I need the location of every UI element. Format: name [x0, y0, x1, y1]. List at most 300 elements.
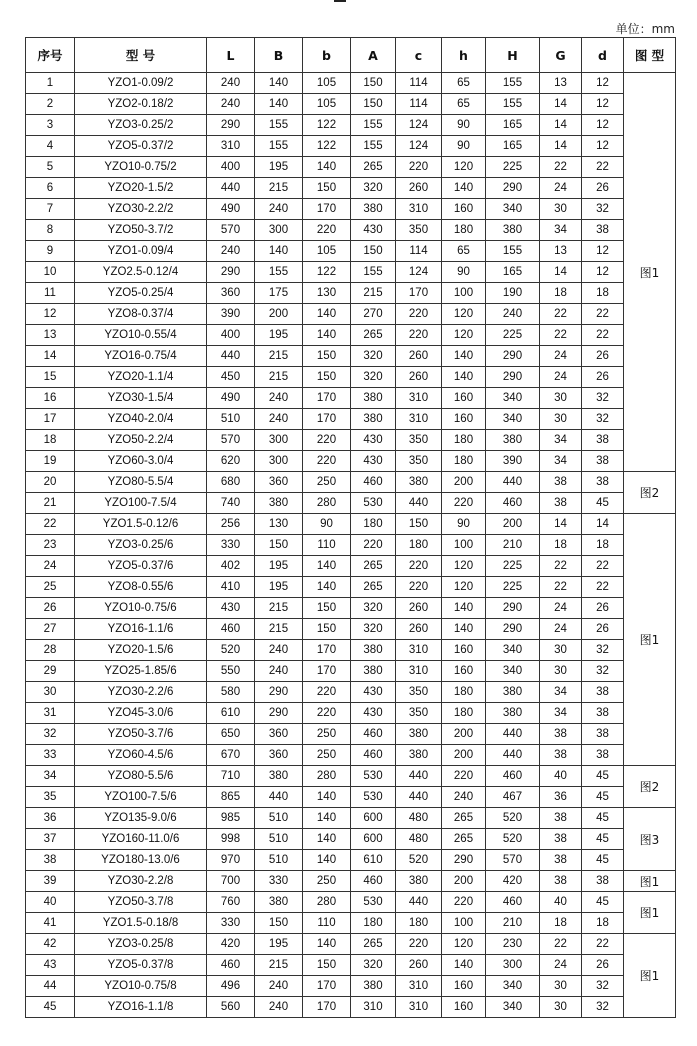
cell-G: 14 — [540, 136, 582, 157]
cell-c: 180 — [396, 913, 442, 934]
cell-G: 40 — [540, 766, 582, 787]
cell-A: 430 — [351, 220, 396, 241]
cell-H: 467 — [486, 787, 540, 808]
cell-c: 220 — [396, 577, 442, 598]
cell-b: 140 — [303, 850, 351, 871]
cell-A: 150 — [351, 94, 396, 115]
cell-c: 150 — [396, 514, 442, 535]
cell-G: 38 — [540, 829, 582, 850]
cell-index: 44 — [26, 976, 75, 997]
cell-A: 320 — [351, 178, 396, 199]
cell-b: 150 — [303, 598, 351, 619]
cell-model: YZO3-0.25/8 — [75, 934, 207, 955]
cell-index: 32 — [26, 724, 75, 745]
cell-b: 150 — [303, 955, 351, 976]
cell-h: 265 — [442, 808, 486, 829]
cell-b: 280 — [303, 493, 351, 514]
cell-H: 300 — [486, 955, 540, 976]
cell-d: 22 — [582, 577, 624, 598]
cell-d: 45 — [582, 787, 624, 808]
cell-c: 114 — [396, 241, 442, 262]
cell-h: 140 — [442, 178, 486, 199]
cell-d: 45 — [582, 829, 624, 850]
cell-L: 650 — [207, 724, 255, 745]
cell-c: 520 — [396, 850, 442, 871]
cell-d: 22 — [582, 325, 624, 346]
cell-b: 280 — [303, 766, 351, 787]
cell-L: 760 — [207, 892, 255, 913]
cell-G: 38 — [540, 472, 582, 493]
cell-B: 140 — [255, 241, 303, 262]
cell-model: YZO8-0.55/6 — [75, 577, 207, 598]
cell-L: 240 — [207, 241, 255, 262]
cell-B: 300 — [255, 451, 303, 472]
table-row — [26, 997, 676, 1018]
cell-A: 530 — [351, 892, 396, 913]
cell-d: 26 — [582, 955, 624, 976]
cell-H: 340 — [486, 199, 540, 220]
cell-b: 130 — [303, 283, 351, 304]
cell-G: 30 — [540, 997, 582, 1018]
cell-b: 140 — [303, 808, 351, 829]
cell-d: 45 — [582, 892, 624, 913]
cell-index: 5 — [26, 157, 75, 178]
cell-b: 150 — [303, 178, 351, 199]
cell-b: 250 — [303, 472, 351, 493]
cell-A: 320 — [351, 955, 396, 976]
cell-L: 550 — [207, 661, 255, 682]
cell-A: 610 — [351, 850, 396, 871]
cell-d: 12 — [582, 73, 624, 94]
cell-G: 22 — [540, 577, 582, 598]
header-model: 型 号 — [75, 38, 207, 73]
table-row — [26, 220, 676, 241]
cell-B: 215 — [255, 955, 303, 976]
table-row — [26, 892, 676, 913]
cell-h: 180 — [442, 430, 486, 451]
cell-index: 33 — [26, 745, 75, 766]
cell-b: 105 — [303, 73, 351, 94]
cell-L: 740 — [207, 493, 255, 514]
cell-H: 165 — [486, 262, 540, 283]
cell-model: YZO10-0.75/8 — [75, 976, 207, 997]
cell-G: 36 — [540, 787, 582, 808]
cell-c: 480 — [396, 829, 442, 850]
cell-b: 90 — [303, 514, 351, 535]
cell-B: 380 — [255, 493, 303, 514]
cell-G: 38 — [540, 724, 582, 745]
cell-b: 150 — [303, 346, 351, 367]
cell-c: 260 — [396, 955, 442, 976]
cell-A: 180 — [351, 514, 396, 535]
cell-d: 38 — [582, 472, 624, 493]
cell-G: 30 — [540, 640, 582, 661]
cell-c: 310 — [396, 388, 442, 409]
table-row — [26, 73, 676, 94]
cell-B: 195 — [255, 556, 303, 577]
cell-L: 420 — [207, 934, 255, 955]
cell-G: 34 — [540, 220, 582, 241]
cell-G: 18 — [540, 535, 582, 556]
cell-L: 240 — [207, 73, 255, 94]
cell-index: 16 — [26, 388, 75, 409]
spec-table — [25, 37, 676, 1018]
cell-L: 985 — [207, 808, 255, 829]
cell-h: 65 — [442, 73, 486, 94]
cell-L: 400 — [207, 157, 255, 178]
cell-d: 45 — [582, 766, 624, 787]
cell-c: 380 — [396, 724, 442, 745]
cell-B: 380 — [255, 766, 303, 787]
cell-d: 38 — [582, 430, 624, 451]
header-figure: 图 型 — [624, 38, 676, 73]
cell-d: 45 — [582, 850, 624, 871]
cell-A: 265 — [351, 556, 396, 577]
cell-model: YZO8-0.37/4 — [75, 304, 207, 325]
cell-c: 310 — [396, 997, 442, 1018]
cell-index: 25 — [26, 577, 75, 598]
cell-d: 26 — [582, 598, 624, 619]
header-d: d — [582, 38, 624, 73]
cell-L: 390 — [207, 304, 255, 325]
cell-B: 240 — [255, 388, 303, 409]
cell-d: 32 — [582, 409, 624, 430]
cell-index: 6 — [26, 178, 75, 199]
cell-B: 290 — [255, 682, 303, 703]
cell-G: 18 — [540, 913, 582, 934]
cell-index: 12 — [26, 304, 75, 325]
cell-b: 140 — [303, 157, 351, 178]
table-row — [26, 808, 676, 829]
cell-H: 440 — [486, 745, 540, 766]
cell-index: 29 — [26, 661, 75, 682]
cell-A: 310 — [351, 997, 396, 1018]
cell-G: 30 — [540, 661, 582, 682]
cell-B: 150 — [255, 535, 303, 556]
cell-b: 140 — [303, 787, 351, 808]
cell-b: 170 — [303, 997, 351, 1018]
table-row — [26, 577, 676, 598]
table-row — [26, 157, 676, 178]
table-row — [26, 829, 676, 850]
cell-index: 38 — [26, 850, 75, 871]
cell-H: 165 — [486, 136, 540, 157]
cell-A: 215 — [351, 283, 396, 304]
table-row — [26, 787, 676, 808]
cell-H: 380 — [486, 703, 540, 724]
cell-index: 20 — [26, 472, 75, 493]
cell-index: 31 — [26, 703, 75, 724]
cell-c: 440 — [396, 766, 442, 787]
cell-index: 28 — [26, 640, 75, 661]
table-row — [26, 745, 676, 766]
cell-model: YZO135-9.0/6 — [75, 808, 207, 829]
cell-d: 12 — [582, 241, 624, 262]
cell-c: 260 — [396, 619, 442, 640]
cell-H: 210 — [486, 535, 540, 556]
cell-b: 105 — [303, 94, 351, 115]
cell-G: 34 — [540, 451, 582, 472]
cell-figure: 图1 — [624, 73, 676, 472]
cell-H: 200 — [486, 514, 540, 535]
cell-H: 380 — [486, 220, 540, 241]
cell-c: 124 — [396, 136, 442, 157]
cell-A: 600 — [351, 808, 396, 829]
cell-h: 90 — [442, 115, 486, 136]
cell-H: 380 — [486, 430, 540, 451]
header-h: h — [442, 38, 486, 73]
cell-L: 460 — [207, 955, 255, 976]
cell-model: YZO30-2.2/6 — [75, 682, 207, 703]
cell-d: 12 — [582, 115, 624, 136]
table-row — [26, 661, 676, 682]
cell-A: 150 — [351, 241, 396, 262]
table-row — [26, 325, 676, 346]
cell-d: 32 — [582, 976, 624, 997]
cell-d: 26 — [582, 367, 624, 388]
cell-H: 570 — [486, 850, 540, 871]
cell-B: 215 — [255, 178, 303, 199]
cell-b: 280 — [303, 892, 351, 913]
cell-model: YZO60-3.0/4 — [75, 451, 207, 472]
cell-index: 39 — [26, 871, 75, 892]
cell-c: 440 — [396, 787, 442, 808]
cell-index: 21 — [26, 493, 75, 514]
table-row — [26, 955, 676, 976]
cell-H: 240 — [486, 304, 540, 325]
cell-c: 350 — [396, 451, 442, 472]
cell-G: 13 — [540, 241, 582, 262]
cell-h: 180 — [442, 220, 486, 241]
table-row — [26, 115, 676, 136]
cell-H: 225 — [486, 556, 540, 577]
cell-L: 330 — [207, 913, 255, 934]
cell-h: 180 — [442, 451, 486, 472]
cell-H: 440 — [486, 472, 540, 493]
cell-model: YZO50-3.7/2 — [75, 220, 207, 241]
cell-model: YZO100-7.5/4 — [75, 493, 207, 514]
cell-h: 200 — [442, 472, 486, 493]
cell-b: 110 — [303, 535, 351, 556]
table-row — [26, 619, 676, 640]
cell-b: 220 — [303, 451, 351, 472]
cell-B: 150 — [255, 913, 303, 934]
cell-b: 170 — [303, 976, 351, 997]
cell-b: 140 — [303, 829, 351, 850]
cell-G: 30 — [540, 976, 582, 997]
cell-A: 155 — [351, 136, 396, 157]
cell-A: 380 — [351, 661, 396, 682]
cell-H: 340 — [486, 997, 540, 1018]
cell-A: 460 — [351, 724, 396, 745]
cell-H: 290 — [486, 346, 540, 367]
cell-index: 36 — [26, 808, 75, 829]
cell-b: 250 — [303, 724, 351, 745]
cell-G: 34 — [540, 703, 582, 724]
table-row — [26, 346, 676, 367]
cell-model: YZO80-5.5/4 — [75, 472, 207, 493]
cell-A: 530 — [351, 787, 396, 808]
cell-B: 360 — [255, 724, 303, 745]
cell-L: 520 — [207, 640, 255, 661]
cell-B: 380 — [255, 892, 303, 913]
cell-H: 420 — [486, 871, 540, 892]
cell-b: 170 — [303, 388, 351, 409]
cell-figure: 图2 — [624, 766, 676, 808]
cell-L: 440 — [207, 178, 255, 199]
cell-figure: 图1 — [624, 892, 676, 934]
cell-G: 24 — [540, 178, 582, 199]
cell-L: 490 — [207, 388, 255, 409]
cell-G: 22 — [540, 934, 582, 955]
cell-A: 265 — [351, 325, 396, 346]
table-row — [26, 178, 676, 199]
cell-B: 215 — [255, 619, 303, 640]
cell-H: 290 — [486, 367, 540, 388]
cell-index: 22 — [26, 514, 75, 535]
cell-L: 290 — [207, 115, 255, 136]
cell-h: 90 — [442, 136, 486, 157]
cell-B: 240 — [255, 640, 303, 661]
cell-B: 240 — [255, 661, 303, 682]
cell-b: 170 — [303, 409, 351, 430]
cell-A: 265 — [351, 577, 396, 598]
cell-A: 430 — [351, 451, 396, 472]
cell-L: 620 — [207, 451, 255, 472]
cell-model: YZO40-2.0/4 — [75, 409, 207, 430]
table-row — [26, 724, 676, 745]
cell-c: 380 — [396, 745, 442, 766]
cell-B: 330 — [255, 871, 303, 892]
cell-index: 3 — [26, 115, 75, 136]
cell-index: 2 — [26, 94, 75, 115]
cell-h: 140 — [442, 598, 486, 619]
cell-h: 160 — [442, 409, 486, 430]
cell-model: YZO3-0.25/2 — [75, 115, 207, 136]
cell-h: 160 — [442, 976, 486, 997]
cell-H: 165 — [486, 115, 540, 136]
cell-c: 350 — [396, 430, 442, 451]
cell-c: 310 — [396, 640, 442, 661]
cell-b: 150 — [303, 619, 351, 640]
cell-A: 155 — [351, 115, 396, 136]
table-row — [26, 304, 676, 325]
cell-H: 340 — [486, 976, 540, 997]
cell-index: 35 — [26, 787, 75, 808]
cell-B: 155 — [255, 262, 303, 283]
table-row — [26, 136, 676, 157]
cell-B: 200 — [255, 304, 303, 325]
cell-H: 155 — [486, 94, 540, 115]
cell-model: YZO1-0.09/4 — [75, 241, 207, 262]
cell-L: 998 — [207, 829, 255, 850]
cell-index: 13 — [26, 325, 75, 346]
cell-G: 40 — [540, 892, 582, 913]
cell-b: 220 — [303, 682, 351, 703]
cell-B: 240 — [255, 997, 303, 1018]
cell-model: YZO60-4.5/6 — [75, 745, 207, 766]
cell-c: 310 — [396, 199, 442, 220]
cell-B: 240 — [255, 409, 303, 430]
cell-G: 14 — [540, 262, 582, 283]
cell-c: 180 — [396, 535, 442, 556]
cell-model: YZO1.5-0.18/8 — [75, 913, 207, 934]
cell-model: YZO3-0.25/6 — [75, 535, 207, 556]
cell-d: 14 — [582, 514, 624, 535]
cell-B: 195 — [255, 934, 303, 955]
cell-d: 32 — [582, 661, 624, 682]
cell-H: 290 — [486, 598, 540, 619]
table-row — [26, 514, 676, 535]
cell-G: 24 — [540, 955, 582, 976]
cell-B: 360 — [255, 472, 303, 493]
cell-figure: 图2 — [624, 472, 676, 514]
cell-L: 360 — [207, 283, 255, 304]
cell-index: 41 — [26, 913, 75, 934]
cell-A: 430 — [351, 682, 396, 703]
cell-model: YZO100-7.5/6 — [75, 787, 207, 808]
cell-d: 12 — [582, 94, 624, 115]
cell-L: 402 — [207, 556, 255, 577]
cell-b: 140 — [303, 325, 351, 346]
cell-L: 450 — [207, 367, 255, 388]
cell-L: 496 — [207, 976, 255, 997]
cell-c: 220 — [396, 157, 442, 178]
table-row — [26, 535, 676, 556]
cell-d: 26 — [582, 346, 624, 367]
cell-d: 18 — [582, 913, 624, 934]
cell-G: 24 — [540, 619, 582, 640]
cell-L: 290 — [207, 262, 255, 283]
cell-d: 18 — [582, 535, 624, 556]
cell-L: 490 — [207, 199, 255, 220]
header-index: 序号 — [26, 38, 75, 73]
cell-B: 140 — [255, 73, 303, 94]
cell-d: 45 — [582, 493, 624, 514]
cell-c: 440 — [396, 892, 442, 913]
cell-index: 9 — [26, 241, 75, 262]
cell-H: 190 — [486, 283, 540, 304]
cell-H: 440 — [486, 724, 540, 745]
cell-model: YZO10-0.75/6 — [75, 598, 207, 619]
cell-H: 225 — [486, 577, 540, 598]
cell-model: YZO180-13.0/6 — [75, 850, 207, 871]
cell-d: 38 — [582, 220, 624, 241]
cell-L: 970 — [207, 850, 255, 871]
cell-A: 270 — [351, 304, 396, 325]
cell-L: 460 — [207, 619, 255, 640]
cell-H: 340 — [486, 409, 540, 430]
cell-model: YZO80-5.5/6 — [75, 766, 207, 787]
cell-model: YZO5-0.37/8 — [75, 955, 207, 976]
cell-index: 24 — [26, 556, 75, 577]
cell-index: 11 — [26, 283, 75, 304]
cell-d: 38 — [582, 724, 624, 745]
cell-h: 240 — [442, 787, 486, 808]
cell-d: 22 — [582, 934, 624, 955]
cell-B: 510 — [255, 850, 303, 871]
cell-H: 155 — [486, 241, 540, 262]
header-b: b — [303, 38, 351, 73]
cell-H: 290 — [486, 178, 540, 199]
cell-G: 34 — [540, 682, 582, 703]
cell-index: 15 — [26, 367, 75, 388]
cell-h: 180 — [442, 703, 486, 724]
table-row — [26, 199, 676, 220]
cell-index: 23 — [26, 535, 75, 556]
cell-G: 14 — [540, 94, 582, 115]
cell-A: 380 — [351, 640, 396, 661]
